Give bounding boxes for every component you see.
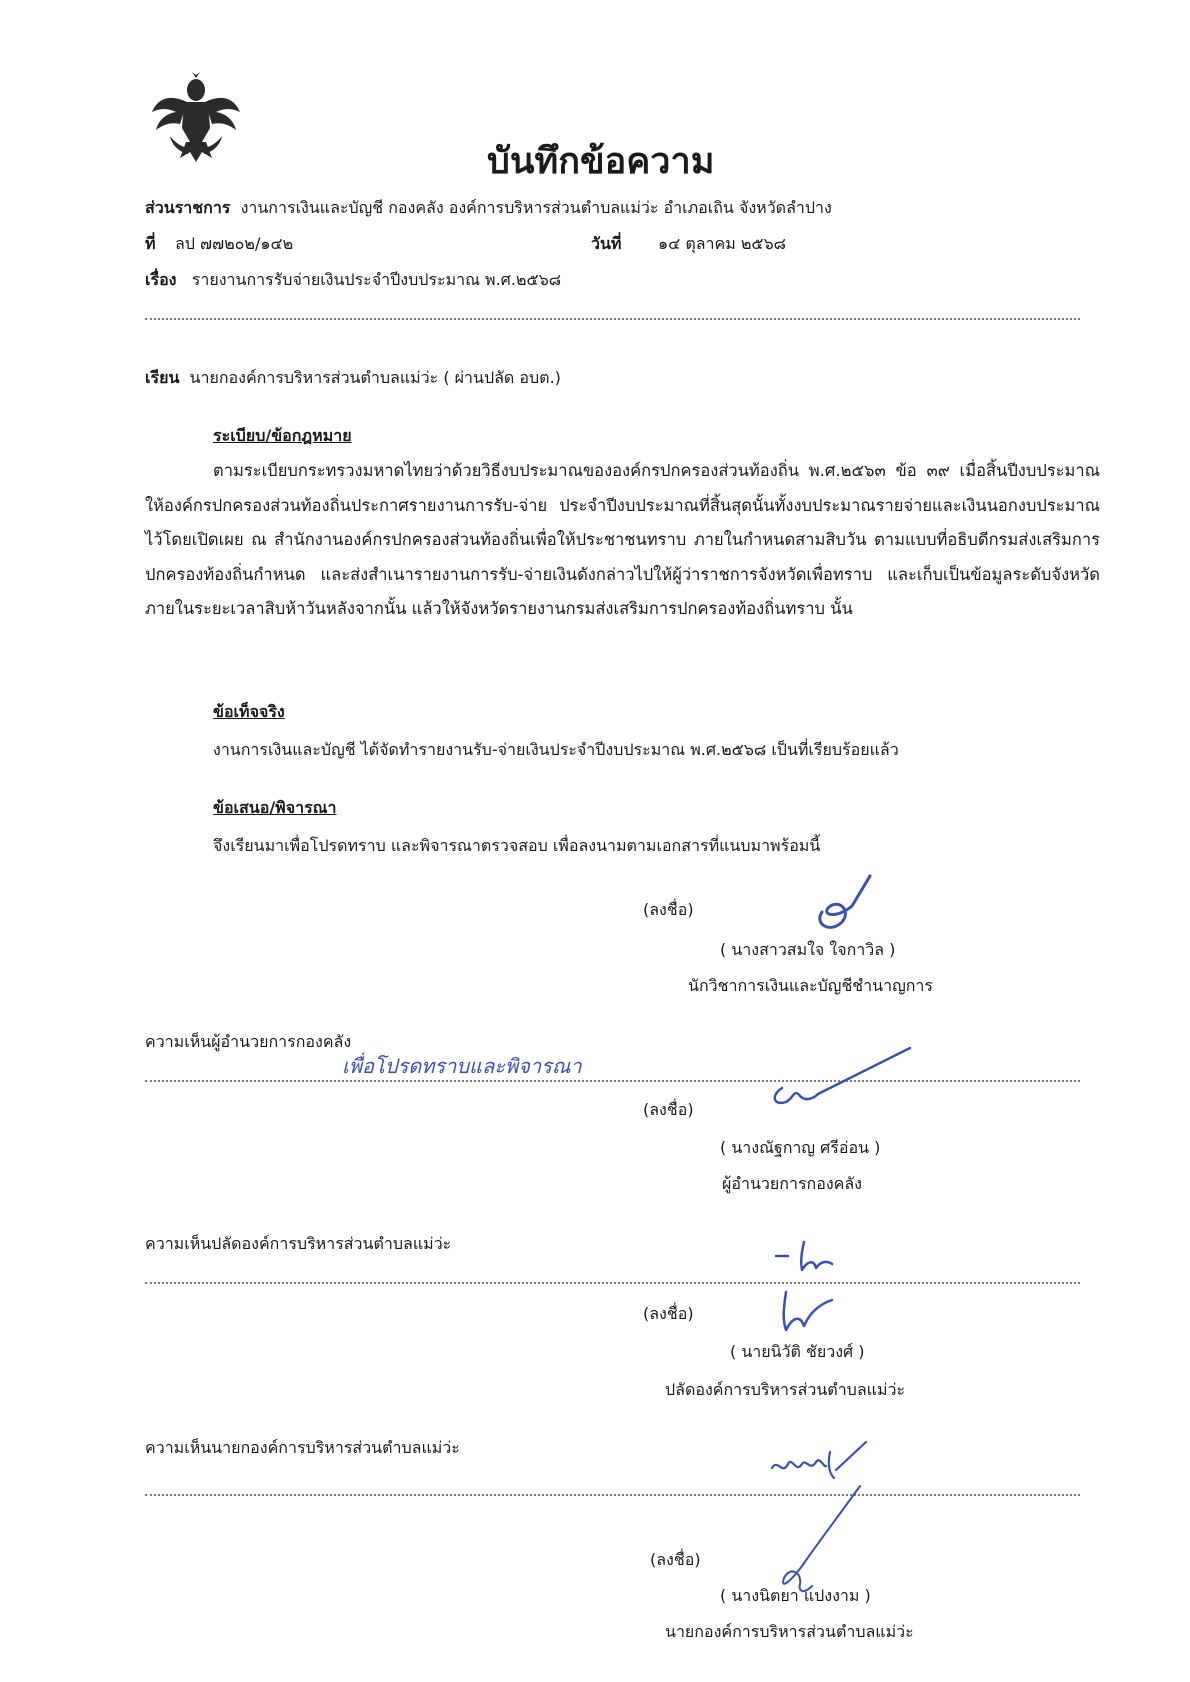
deputy-name: ( นายนิวัติ ชัยวงศ์ )	[730, 1342, 865, 1361]
date-label: วันที่	[591, 234, 622, 253]
finance-opinion-handwritten: เพื่อโปรดทราบและพิจารณา	[342, 1054, 582, 1078]
regulation-paragraph: ตามระเบียบกระทรวงมหาดไทยว่าด้วยวิธีงบประมาณขององค์กรปกครองส่วนท้องถิ่น พ.ศ.๒๕๖๓ ข้อ ๓๙ เมื่อสิ้นปีงบประมาณให้องค์กรปกครองส่วนท้องถิ่นประกาศรายงานการรับ-จ่าย ประจำปีงบประมาณที่สิ้นสุดนั้นทั้งงบประมาณรายจ่ายและเงินนอกงบประมาณไว้โดยเปิดเผย ณ สำนักงานองค์กรปกครองส่วนท้องถิ่นเพื่อให้ประชาชนทราบ ภายในกำหนดสามสิบวัน ตามแบบที่อธิบดีกรมส่งเสริมการปกครองท้องถิ่นกำหนด และส่งสำเนารายงานการรับ-จ่ายเงินดังกล่าวไปให้ผู้ว่าราชการจังหวัดเพื่อทราบ และเก็บเป็นข้อมูลระดับจังหวัดภายในระยะเวลาสิบห้าวันหลังจากนั้น แล้วให้จังหวัดรายงานกรมส่งเสริมการปกครองท้องถิ่นทราบ นั้น	[145, 461, 1100, 618]
agency-value: งานการเงินและบัญชี กองคลัง องค์การบริหารส่วนตำบลแม่ว่ะ อำเภอเถิน จังหวัดลำปาง	[240, 198, 832, 217]
garuda-emblem-icon	[150, 72, 242, 164]
finance-opinion-line	[145, 1080, 1080, 1082]
subject-label: เรื่อง	[145, 270, 177, 289]
deputy-opinion-mark-icon	[770, 1236, 850, 1276]
proposal-heading: ข้อเสนอ/พิจารณา	[213, 798, 337, 817]
addressee-row	[145, 366, 561, 391]
agency-label: ส่วนราชการ	[145, 198, 231, 217]
deputy-signature-icon	[770, 1286, 860, 1336]
subject-value: รายงานการรับจ่ายเงินประจำปีงบประมาณ พ.ศ.๒๕๖๘	[191, 270, 562, 289]
finance-signature-icon	[760, 1040, 930, 1120]
mayor-position: นายกองค์การบริหารส่วนตำบลแม่ว่ะ	[665, 1622, 914, 1641]
facts-paragraph: งานการเงินและบัญชี ได้จัดทำรายงานรับ-จ่ายเงินประจำปีงบประมาณ พ.ศ.๒๕๖๘ เป็นที่เรียบร้อยแล้ว	[213, 740, 899, 759]
ref-value: ลป ๗๗๒๐๒/๑๔๒	[175, 234, 294, 253]
agency-row	[145, 196, 832, 221]
finance-name: ( นางณัฐกาญ ศรีอ่อน )	[720, 1138, 881, 1157]
ref-label: ที่	[145, 234, 156, 253]
memo-title: บันทึกข้อความ	[487, 141, 715, 182]
officer-signature-icon	[808, 868, 888, 938]
officer-position: นักวิชาการเงินและบัญชีชำนาญการ	[688, 976, 933, 995]
date-value: ๑๔ ตุลาคม ๒๕๖๘	[658, 234, 787, 253]
deputy-position: ปลัดองค์การบริหารส่วนตำบลแม่ว่ะ	[665, 1380, 906, 1399]
subject-row	[145, 268, 561, 293]
finance-sign-label: (ลงชื่อ)	[643, 1100, 694, 1119]
addressee-label: เรียน	[145, 368, 180, 387]
mayor-name: ( นางนิตยา แปงงาม )	[720, 1586, 871, 1605]
officer-name: ( นางสาวสมใจ ใจกาวิล )	[720, 940, 896, 959]
regulation-heading: ระเบียบ/ข้อกฎหมาย	[213, 426, 352, 445]
finance-opinion-label: ความเห็นผู้อำนวยการกองคลัง	[145, 1032, 352, 1051]
header-divider	[145, 318, 1080, 320]
officer-sign-label: (ลงชื่อ)	[643, 900, 694, 919]
mayor-signature-icon	[760, 1480, 880, 1600]
proposal-paragraph: จึงเรียนมาเพื่อโปรดทราบ และพิจารณาตรวจสอบ เพื่อลงนามตามเอกสารที่แนบมาพร้อมนี้	[213, 836, 821, 855]
mayor-opinion-line	[145, 1494, 1080, 1496]
finance-position: ผู้อำนวยการกองคลัง	[722, 1174, 862, 1193]
deputy-opinion-label: ความเห็นปลัดองค์การบริหารส่วนตำบลแม่ว่ะ	[145, 1234, 452, 1253]
addressee-value: นายกองค์การบริหารส่วนตำบลแม่ว่ะ ( ผ่านปลัด อบต.)	[189, 368, 561, 387]
mayor-opinion-label: ความเห็นนายกองค์การบริหารส่วนตำบลแม่ว่ะ	[145, 1438, 460, 1457]
facts-heading: ข้อเท็จจริง	[213, 702, 285, 721]
deputy-sign-label: (ลงชื่อ)	[643, 1304, 694, 1323]
deputy-opinion-line	[145, 1282, 1080, 1284]
mayor-sign-label: (ลงชื่อ)	[650, 1550, 701, 1569]
